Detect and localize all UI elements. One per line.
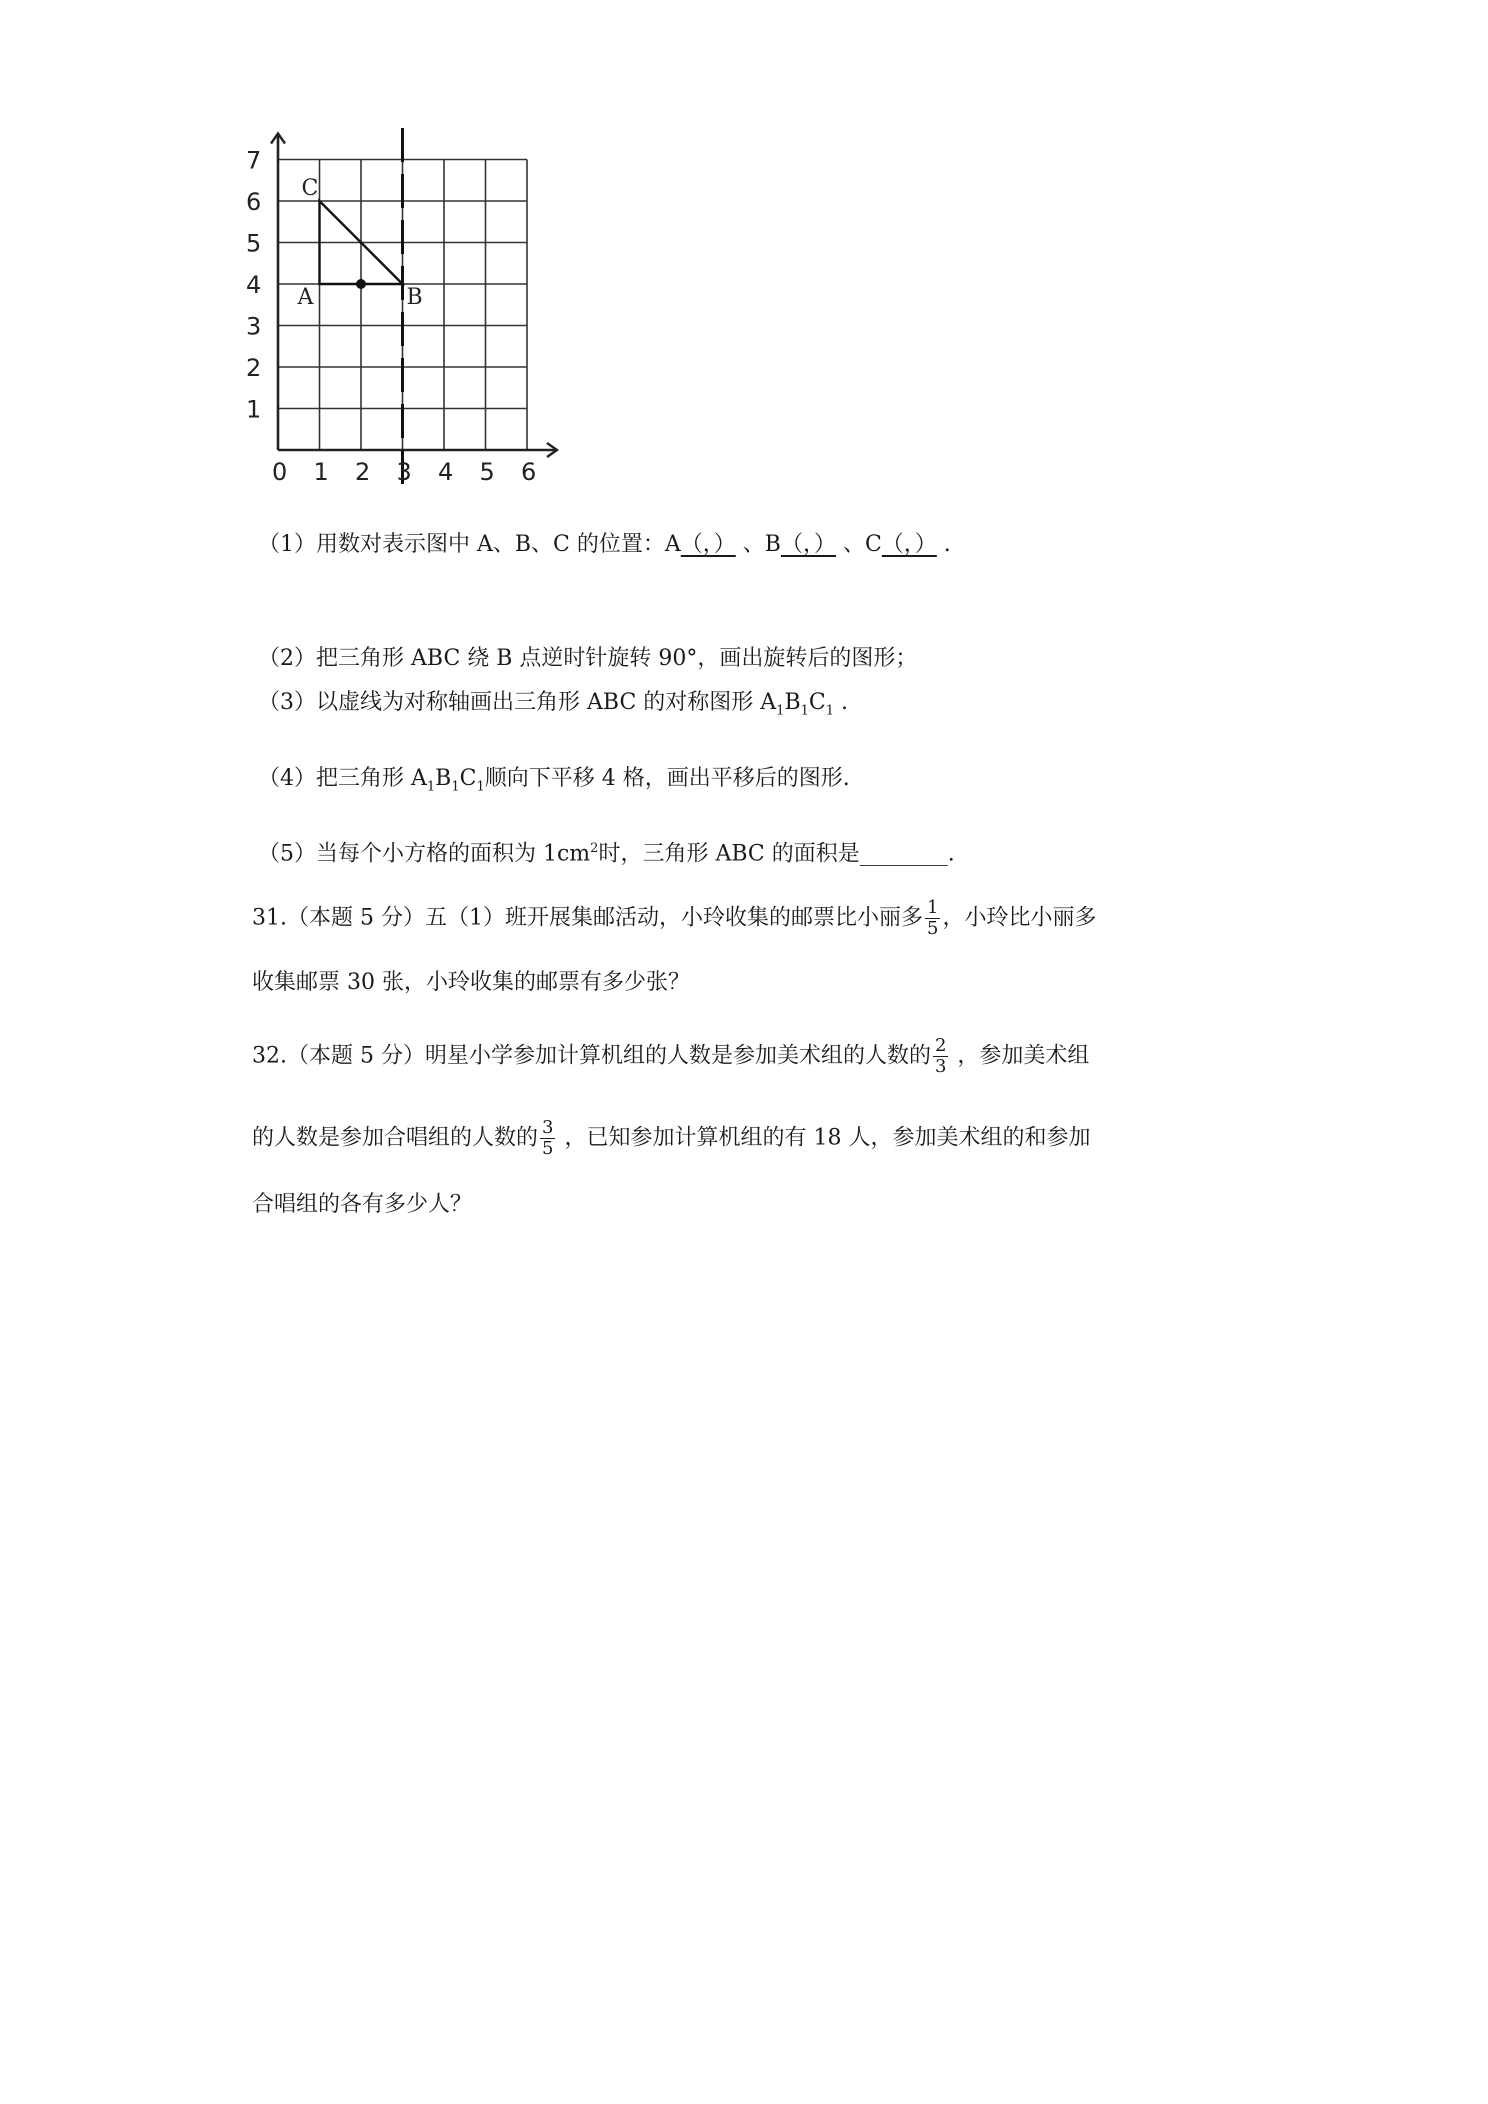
x-tick-label: 4 [438, 458, 454, 486]
q1-b-blank: （，） [780, 532, 836, 557]
q4-b: B [435, 766, 452, 791]
problem-32-line1 [252, 1036, 1089, 1077]
q5-prefix: （5）当每个小方格的面积为 1cm [258, 841, 591, 867]
p31-prefix: 31.（本题 5 分）五（1）班开展集邮活动，小玲收集的邮票比小丽多 [252, 905, 923, 931]
x-tick-label: 6 [521, 458, 537, 486]
q1-end: . [936, 532, 951, 557]
question-2: （2）把三角形 ABC 绕 B 点逆时针旋转 90°，画出旋转后的图形； [258, 646, 918, 671]
segment-point-dot [356, 279, 366, 289]
q1-c-blank: （，） [881, 532, 937, 557]
question-4 [258, 764, 850, 802]
p32-fraction-1 [933, 1036, 948, 1077]
q4-sub2: 1 [451, 779, 460, 795]
q3-b: B [784, 690, 801, 715]
q5-rest: 时，三角形 ABC 的面积是 [598, 841, 860, 867]
y-tick-label: 5 [246, 229, 262, 258]
p32-frac2-num: 3 [542, 1117, 554, 1138]
p31-frac-den: 5 [926, 918, 939, 939]
p31-fraction [925, 898, 940, 939]
question-1 [258, 530, 951, 560]
p32-suffix2: ，已知参加计算机组的有 18 人，参加美术组的和参加 [557, 1125, 1091, 1151]
q3-end: . [834, 690, 849, 715]
q3-sub1: 1 [776, 703, 785, 719]
q3-c: C [808, 690, 826, 715]
x-tick-label: 5 [479, 458, 495, 486]
p32-frac1-den: 3 [934, 1056, 947, 1077]
p32-frac1-num: 2 [934, 1035, 947, 1056]
y-tick-label: 2 [246, 354, 262, 382]
x-tick-label: 2 [355, 458, 371, 486]
problem-32-line3: 合唱组的各有多少人？ [252, 1192, 473, 1217]
grid-svg [240, 120, 580, 490]
x-tick-label: 3 [396, 458, 412, 486]
q1-sep1: 、B [735, 532, 781, 557]
p32-suffix1: ，参加美术组 [950, 1043, 1090, 1069]
q4-prefix: （4）把三角形 A [258, 766, 427, 791]
y-tick-label: 6 [246, 188, 262, 216]
y-tick-label: 1 [246, 395, 262, 424]
problem-32-line2 [252, 1118, 1090, 1159]
q5-blank: ________ [859, 841, 948, 867]
p32-prefix: 32.（本题 5 分）明星小学参加计算机组的人数是参加美术组的人数的 [252, 1043, 931, 1069]
y-tick-label: 7 [246, 146, 262, 175]
problem-31-line1 [252, 898, 1096, 939]
q4-end: 顺向下平移 4 格，画出平移后的图形. [484, 766, 850, 791]
p32-frac2-den: 5 [542, 1138, 554, 1159]
q1-sep2: 、C [835, 532, 882, 557]
q5-sup: 2 [590, 841, 599, 856]
q4-sub1: 1 [426, 779, 436, 795]
q3-sub3: 1 [825, 703, 835, 719]
q4-c: C [459, 766, 477, 791]
question-3 [258, 688, 848, 726]
p31-frac-num: 1 [926, 897, 939, 918]
x-tick-label: 0 [272, 458, 288, 486]
q3-prefix: （3）以虚线为对称轴画出三角形 ABC 的对称图形 A [258, 690, 777, 715]
vertex-label-a: A [297, 285, 314, 310]
p32-fraction-2 [540, 1118, 555, 1159]
p32-prefix2: 的人数是参加合唱组的人数的 [252, 1125, 539, 1151]
p31-suffix: ，小玲比小丽多 [942, 905, 1097, 931]
vertex-label-b: B [406, 285, 423, 310]
question-5 [258, 834, 955, 869]
q1-prefix: （1）用数对表示图中 A、B、C 的位置：A [258, 532, 681, 557]
q5-end: . [947, 841, 955, 867]
coordinate-grid-figure [240, 120, 580, 494]
q3-sub2: 1 [800, 703, 809, 719]
q1-a-blank: （，） [680, 532, 736, 557]
y-tick-label: 4 [246, 271, 262, 299]
problem-31-line2: 收集邮票 30 张，小玲收集的邮票有多少张？ [252, 970, 690, 995]
q4-sub3: 1 [476, 779, 485, 795]
x-tick-label: 1 [313, 458, 329, 486]
y-tick-label: 3 [246, 312, 262, 341]
vertex-label-c: C [301, 176, 319, 201]
